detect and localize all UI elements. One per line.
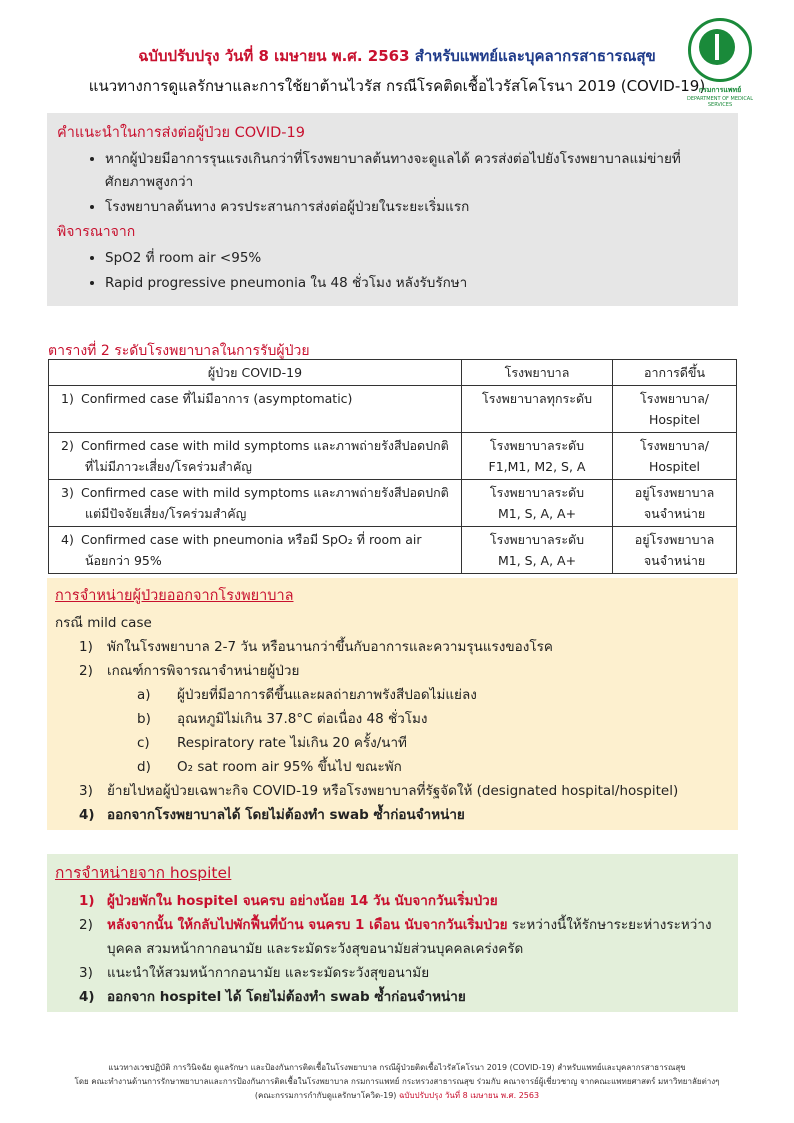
list-item bbox=[55, 961, 730, 985]
cell-patient bbox=[49, 386, 462, 433]
list-item: • Rapid progressive pneumonia ใน 48 ชั่วโมง หลังรับรักษา bbox=[105, 272, 728, 295]
consider-list bbox=[57, 247, 728, 295]
item-text-emphasis: หลังจากนั้น ให้กลับไปพักฟื้นที่บ้าน จนครบ 1 เดือน นับจากวันเริ่มป่วย bbox=[107, 917, 508, 933]
cell-text: โรงพยาบาล/ bbox=[640, 438, 709, 453]
footer-committee: (คณะกรรมการกำกับดูแลรักษาโควิด-19) bbox=[254, 1091, 397, 1100]
hospitel-discharge-list bbox=[55, 889, 730, 1009]
row-number: 2) bbox=[61, 438, 74, 453]
item-number: 1) bbox=[79, 893, 95, 909]
cell-text: Confirmed case with mild symptoms และภาพถ่ายรังสีปอดปกติ bbox=[80, 485, 449, 500]
table-row bbox=[49, 433, 737, 480]
item-number: 4) bbox=[79, 989, 95, 1005]
item-text: ผู้ป่วยพักใน hospitel จนครบ อย่างน้อย 14 วัน นับจากวันเริ่มป่วย bbox=[107, 893, 498, 909]
cell-text: โรงพยาบาลระดับ bbox=[489, 532, 585, 547]
table-row bbox=[49, 527, 737, 574]
cell-text: Hospitel bbox=[648, 412, 701, 427]
referral-list bbox=[57, 148, 728, 219]
item-text: Respiratory rate ไม่เกิน 20 ครั้ง/นาที bbox=[177, 735, 407, 751]
criteria-list bbox=[87, 683, 730, 779]
cell-improved bbox=[613, 433, 737, 480]
item-number: 3) bbox=[79, 965, 93, 981]
cell-text: แต่มีปัจจัยเสี่ยง/โรคร่วมสำคัญ bbox=[85, 506, 247, 521]
list-item bbox=[55, 635, 730, 659]
cell-improved bbox=[613, 527, 737, 574]
item-text: อุณหภูมิไม่เกิน 37.8°C ต่อเนื่อง 48 ชั่วโมง bbox=[177, 711, 428, 727]
item-number: a) bbox=[137, 687, 151, 703]
cell-text: Hospitel bbox=[648, 459, 701, 474]
item-text bbox=[87, 913, 730, 961]
footer-line3 bbox=[0, 1089, 794, 1103]
referral-title: คำแนะนำในการส่งต่อผู้ป่วย COVID-19 bbox=[57, 125, 305, 141]
list-item bbox=[55, 779, 730, 803]
logo-text-english: DEPARTMENT OF MEDICAL SERVICES bbox=[686, 96, 754, 108]
hospital-discharge-list bbox=[55, 635, 730, 827]
page-footer bbox=[0, 1061, 794, 1103]
col-header-hospital: โรงพยาบาล bbox=[462, 360, 613, 386]
item-text-rest: ระหว่างนี้ให้รักษาระยะห่างระหว่างบุคคล สวมหน้ากากอนามัย และระมัดระวังสุขอนามัยส่วนบุคคลเคร่งครัด bbox=[107, 917, 712, 957]
table-row bbox=[49, 480, 737, 527]
cell-text: Confirmed case with pneumonia หรือมี SpO₂ ที่ room air bbox=[80, 532, 422, 547]
cell-text: จนจำหน่าย bbox=[643, 506, 706, 521]
hospital-discharge-title: การจำหน่ายผู้ป่วยออกจากโรงพยาบาล bbox=[55, 588, 294, 604]
dms-logo bbox=[680, 18, 760, 108]
footer-revision: ฉบับปรับปรุง วันที่ 8 เมษายน พ.ศ. 2563 bbox=[398, 1091, 540, 1100]
cell-text: M1, S, A, A+ bbox=[497, 553, 577, 568]
header-audience: สำหรับแพทย์และบุคลากรสาธารณสุข bbox=[414, 47, 656, 65]
item-text: ออกจากโรงพยาบาลได้ โดยไม่ต้องทำ swab ซ้ำก่อนจำหน่าย bbox=[107, 807, 465, 823]
cell-text: โรงพยาบาล/ bbox=[640, 391, 709, 406]
item-text: O₂ sat room air 95% ขึ้นไป ขณะพัก bbox=[177, 759, 402, 775]
cell-patient bbox=[49, 433, 462, 480]
item-number: 3) bbox=[79, 783, 93, 799]
cell-patient bbox=[49, 480, 462, 527]
item-text: แนะนำให้สวมหน้ากากอนามัย และระมัดระวังสุขอนามัย bbox=[107, 965, 430, 981]
item-number: c) bbox=[137, 735, 150, 751]
consider-label: พิจารณาจาก bbox=[57, 224, 136, 240]
cell-improved bbox=[613, 386, 737, 433]
footer-line1: แนวทางเวชปฏิบัติ การวินิจฉัย ดูแลรักษา และป้องกันการติดเชื้อในโรงพยาบาล กรณีผู้ป่วยติดเชื้อไวรัสโคโรนา 2019 (COVID-19) สำหรับแพทย์และบุคลากรสาธารณสุข bbox=[108, 1063, 686, 1072]
cell-patient bbox=[49, 527, 462, 574]
item-number: 1) bbox=[79, 639, 93, 655]
table-header-row bbox=[49, 360, 737, 386]
hospital-discharge-section bbox=[47, 578, 738, 830]
item-text: ย้ายไปหอผู้ป่วยเฉพาะกิจ COVID-19 หรือโรงพยาบาลที่รัฐจัดให้ (designated hospital/hospitel) bbox=[107, 783, 679, 799]
cell-text: F1,M1, M2, S, A bbox=[488, 459, 586, 474]
cell-improved bbox=[613, 480, 737, 527]
referral-section bbox=[47, 113, 738, 306]
item-number: 2) bbox=[79, 663, 93, 679]
cell-text: จนจำหน่าย bbox=[643, 553, 706, 568]
item-text: พักในโรงพยาบาล 2-7 วัน หรือนานกว่าขึ้นกับอาการและความรุนแรงของโรค bbox=[107, 639, 553, 655]
list-item bbox=[87, 755, 730, 779]
list-item: • SpO2 ที่ room air <95% bbox=[105, 247, 728, 270]
item-number: b) bbox=[137, 711, 151, 727]
mild-case-label: กรณี mild case bbox=[55, 615, 152, 631]
logo-text-thai: กรมการแพทย์ bbox=[698, 86, 742, 94]
cell-text: Confirmed case with mild symptoms และภาพถ่ายรังสีปอดปกติ bbox=[80, 438, 449, 453]
hospitel-discharge-title: การจำหน่ายจาก hospitel bbox=[55, 864, 232, 882]
footer-line2: โดย คณะทำงานด้านการรักษาพยาบาลและการป้องกันการติดเชื้อในโรงพยาบาล กรมการแพทย์ กระทรวงสาธารณสุข ร่วมกับ คณาจารย์ผู้เชี่ยวชาญ จากคณะแพทยศาสตร์ มหาวิทยาลัยต่างๆ bbox=[74, 1077, 720, 1086]
seal-icon bbox=[688, 18, 752, 82]
cell-text: โรงพยาบาลทุกระดับ bbox=[481, 391, 593, 406]
cell-hospital bbox=[462, 433, 613, 480]
item-text: ออกจาก hospitel ได้ โดยไม่ต้องทำ swab ซ้ำก่อนจำหน่าย bbox=[107, 989, 466, 1005]
cell-text: น้อยกว่า 95% bbox=[85, 553, 162, 568]
header-line1 bbox=[0, 44, 794, 68]
table-row bbox=[49, 386, 737, 433]
table-title: ตารางที่ 2 ระดับโรงพยาบาลในการรับผู้ป่วย bbox=[48, 343, 310, 359]
cell-text: โรงพยาบาลระดับ bbox=[489, 438, 585, 453]
list-item bbox=[55, 803, 730, 827]
list-item bbox=[55, 659, 730, 779]
header-date: ฉบับปรับปรุง วันที่ 8 เมษายน พ.ศ. 2563 bbox=[138, 47, 410, 65]
cell-hospital bbox=[462, 386, 613, 433]
cell-text: โรงพยาบาลระดับ bbox=[489, 485, 585, 500]
list-item bbox=[87, 707, 730, 731]
cell-text: ที่ไม่มีภาวะเสี่ยง/โรคร่วมสำคัญ bbox=[85, 459, 252, 474]
item-number: 2) bbox=[79, 917, 93, 933]
item-number: d) bbox=[137, 759, 151, 775]
list-item bbox=[55, 913, 730, 961]
cell-text: อยู่โรงพยาบาล bbox=[634, 532, 715, 547]
list-item: • หากผู้ป่วยมีอาการรุนแรงเกินกว่าที่โรงพยาบาลต้นทางจะดูแลได้ ควรส่งต่อไปยังโรงพยาบาลแม่ข่ายที่ศักยภาพสูงกว่า bbox=[105, 148, 728, 194]
cell-hospital bbox=[462, 527, 613, 574]
header-title: แนวทางการดูแลรักษาและการใช้ยาต้านไวรัส กรณีโรคติดเชื้อไวรัสโคโรนา 2019 (COVID-19) bbox=[88, 77, 706, 95]
list-item bbox=[55, 889, 730, 913]
row-number: 1) bbox=[61, 391, 74, 406]
list-item bbox=[55, 985, 730, 1009]
hospital-level-table bbox=[48, 359, 737, 574]
row-number: 3) bbox=[61, 485, 74, 500]
cell-text: M1, S, A, A+ bbox=[497, 506, 577, 521]
item-text: ผู้ป่วยที่มีอาการดีขึ้นและผลถ่ายภาพรังสีปอดไม่แย่ลง bbox=[177, 687, 477, 703]
hospitel-discharge-section bbox=[47, 854, 738, 1012]
col-header-improved: อาการดีขึ้น bbox=[613, 360, 737, 386]
list-item: • โรงพยาบาลต้นทาง ควรประสานการส่งต่อผู้ป่วยในระยะเริ่มแรก bbox=[105, 196, 728, 219]
col-header-patient: ผู้ป่วย COVID-19 bbox=[49, 360, 462, 386]
item-number: 4) bbox=[79, 807, 95, 823]
item-text: เกณฑ์การพิจารณาจำหน่ายผู้ป่วย bbox=[107, 663, 300, 679]
list-item bbox=[87, 731, 730, 755]
row-number: 4) bbox=[61, 532, 74, 547]
list-item bbox=[87, 683, 730, 707]
cell-text: Confirmed case ที่ไม่มีอาการ (asymptomatic) bbox=[80, 391, 353, 406]
cell-hospital bbox=[462, 480, 613, 527]
cell-text: อยู่โรงพยาบาล bbox=[634, 485, 715, 500]
